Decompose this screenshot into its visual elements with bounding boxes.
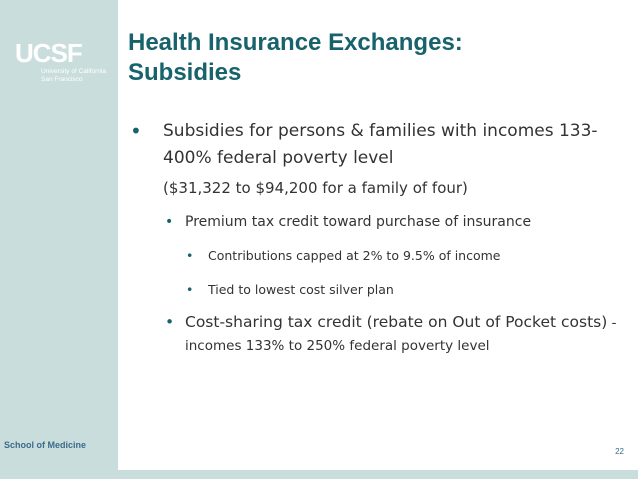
bullet-dot-icon: • — [186, 282, 194, 297]
bullet-premium-credit — [118, 212, 618, 232]
title-line1: Health Insurance Exchanges: — [128, 29, 463, 56]
bullet-subsidies-income: ($31,322 to $94,200 for a family of four) — [163, 179, 468, 197]
bullet-silver-plan — [118, 281, 618, 299]
bullet-dot-icon: • — [165, 214, 174, 230]
page-number: 22 — [615, 447, 624, 456]
bullet-cost-sharing — [118, 311, 618, 357]
logo-wordmark: UCSF — [15, 38, 82, 68]
sidebar — [0, 0, 118, 479]
bullet-premium-credit-text: Premium tax credit toward purchase of insurance — [185, 214, 532, 230]
bullet-contributions — [118, 247, 618, 265]
footer-bar — [0, 470, 638, 479]
school-label: School of Medicine — [4, 440, 87, 450]
bullet-silver-plan-text: Tied to lowest cost silver plan — [208, 282, 394, 297]
logo-subtitle — [41, 68, 106, 84]
slide-main — [118, 0, 638, 479]
bullet-contributions-text: Contributions capped at 2% to 9.5% of income — [208, 248, 501, 263]
logo-subtitle-line2: San Francisco — [41, 76, 83, 83]
slide-panel — [118, 0, 638, 470]
slide-title — [128, 28, 463, 88]
title-line2: Subsidies — [128, 59, 242, 86]
bullet-dot-icon: • — [165, 313, 175, 331]
bullet-subsidies — [118, 118, 618, 202]
bullet-dot-icon: • — [130, 119, 142, 143]
bullet-dot-icon: • — [186, 248, 194, 263]
bullet-cost-sharing-tail: - incomes 133% to 250% federal poverty level — [185, 315, 617, 354]
logo-subtitle-line1: University of California — [41, 68, 107, 75]
ucsf-logo — [15, 40, 110, 95]
bullet-cost-sharing-text — [185, 311, 618, 357]
bullet-list — [118, 118, 618, 357]
bullet-subsidies-text: Subsidies for persons & families with incomes 133-400% federal poverty level — [163, 121, 598, 168]
bullet-cost-sharing-main: Cost-sharing tax credit (rebate on Out of Pocket costs) — [185, 313, 608, 331]
